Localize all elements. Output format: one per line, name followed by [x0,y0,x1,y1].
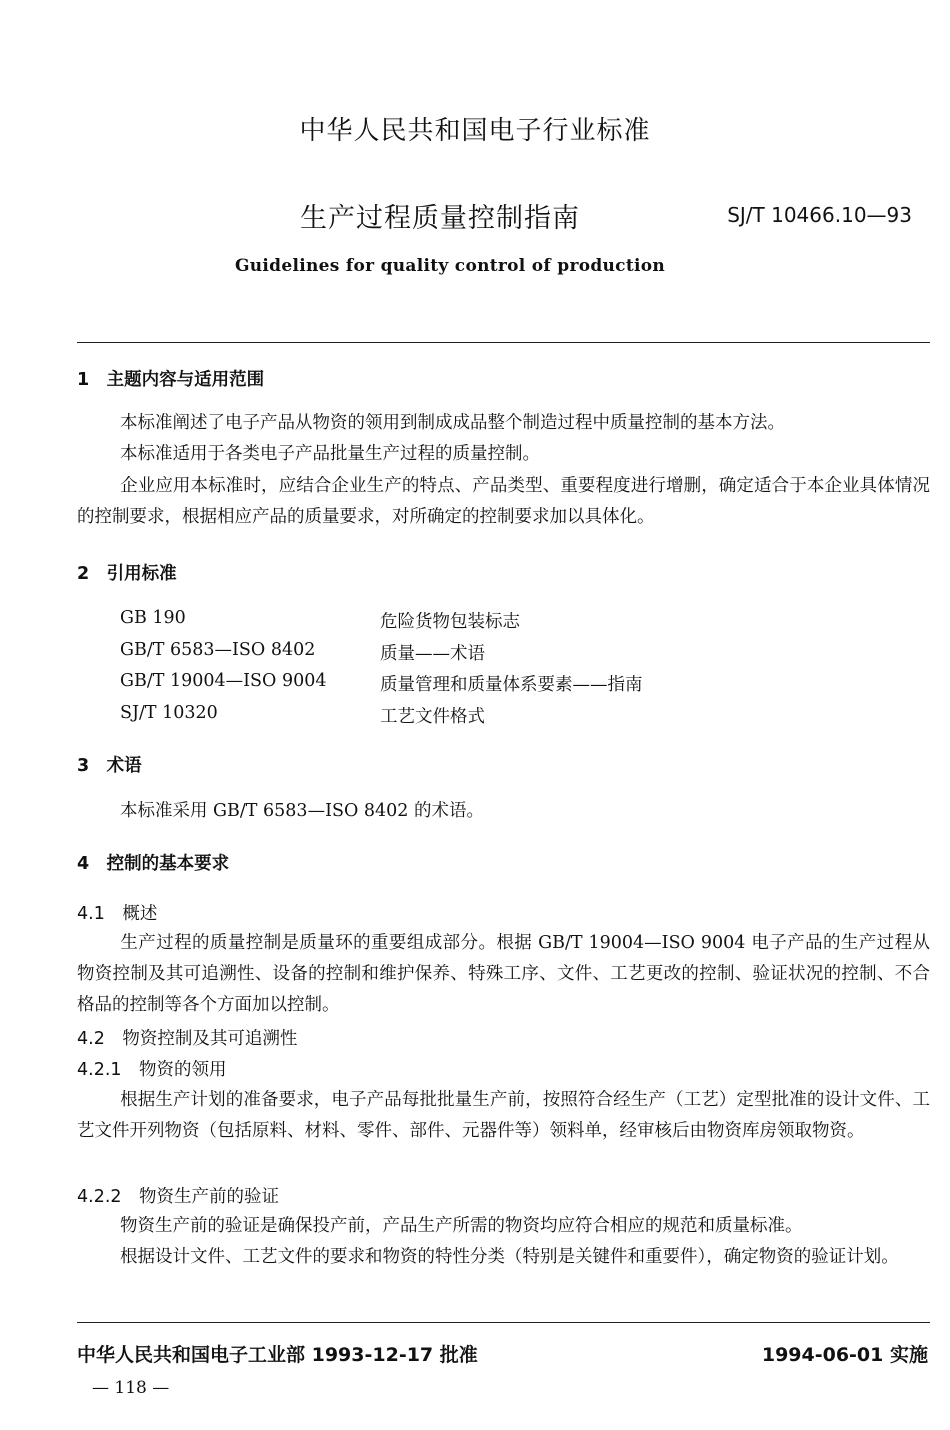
effective-date: 1994-06-01 实施 [761,1344,928,1366]
section-2-heading: 2 引用标准 [77,564,177,584]
section-4-1-heading: 4.1 概述 [77,904,158,924]
section-4-2-2-paragraph-2-text: 根据设计文件、工艺文件的要求和物资的特性分类（特别是关键件和重要件），确定物资的验证计划。 [120,1247,899,1267]
section-4-2-2-paragraph-1 [77,1211,930,1242]
footer-divider [77,1322,930,1323]
agency-title: 中华人民共和国电子行业标准 [299,116,651,146]
section-4-heading: 4 控制的基本要求 [77,854,230,874]
approval-note: 中华人民共和国电子工业部 1993-12-17 批准 [77,1344,478,1366]
ref-code-4: SJ/T 10320 [120,703,218,723]
ref-code-3: GB/T 19004—ISO 9004 [120,671,327,691]
section-3-paragraph [77,796,930,827]
section-4-2-2-paragraph-1-text: 物资生产前的验证是确保投产前，产品生产所需的物资均应符合相应的规范和质量标准。 [120,1216,803,1236]
ref-name-3: 质量管理和质量体系要素——指南 [380,675,643,695]
section-4-2-heading: 4.2 物资控制及其可追溯性 [77,1029,298,1049]
section-3-paragraph-text: 本标准采用 GB/T 6583—ISO 8402 的术语。 [120,801,484,821]
english-title: Guidelines for quality control of production [234,256,666,276]
section-4-2-1-paragraph-text: 根据生产计划的准备要求，电子产品每批批量生产前，按照符合经生产（工艺）定型批准的设计文件、工艺文件开列物资（包括原料、材料、零件、部件、元器件等）领料单，经审核后由物资库房领取物资。 [77,1090,930,1141]
ref-name-4: 工艺文件格式 [380,707,485,727]
header-divider [77,342,930,343]
section-1-paragraph-3-text: 企业应用本标准时，应结合企业生产的特点、产品类型、重要程度进行增删，确定适合于本企业具体情况的控制要求，根据相应产品的质量要求，对所确定的控制要求加以具体化。 [77,476,930,527]
section-4-1-paragraph-text: 生产过程的质量控制是质量环的重要组成部分。根据 GB/T 19004—ISO 9004 电子产品的生产过程从物资控制及其可追溯性、设备的控制和维护保养、特殊工序、文件、工艺更改的控制、验证状况的控制、不合格品的控制等各个方面加以控制。 [77,933,930,1015]
ref-code-2: GB/T 6583—ISO 8402 [120,640,316,660]
section-1-paragraph-2 [77,439,930,470]
section-1-paragraph-2-text: 本标准适用于各类电子产品批量生产过程的质量控制。 [120,444,540,464]
section-1-paragraph-1-text: 本标准阐述了电子产品从物资的领用到制成成品整个制造过程中质量控制的基本方法。 [120,413,785,433]
section-1-paragraph-1 [77,408,930,439]
section-1-paragraph-3 [77,471,930,533]
ref-code-1: GB 190 [120,608,186,628]
ref-name-2: 质量——术语 [380,644,485,664]
standard-code: SJ/T 10466.10—93 [727,203,912,227]
section-1-heading: 1 主题内容与适用范围 [77,370,265,390]
section-4-2-1-paragraph [77,1085,930,1147]
section-3-heading: 3 术语 [77,756,142,776]
page-number: — 118 — [92,1378,170,1398]
section-4-2-2-paragraph-2 [77,1242,930,1273]
document-title: 生产过程质量控制指南 [300,203,580,234]
ref-name-1: 危险货物包装标志 [380,612,520,632]
section-4-2-2-heading: 4.2.2 物资生产前的验证 [77,1187,280,1207]
section-4-1-paragraph [77,928,930,1021]
section-4-2-1-heading: 4.2.1 物资的领用 [77,1060,227,1080]
